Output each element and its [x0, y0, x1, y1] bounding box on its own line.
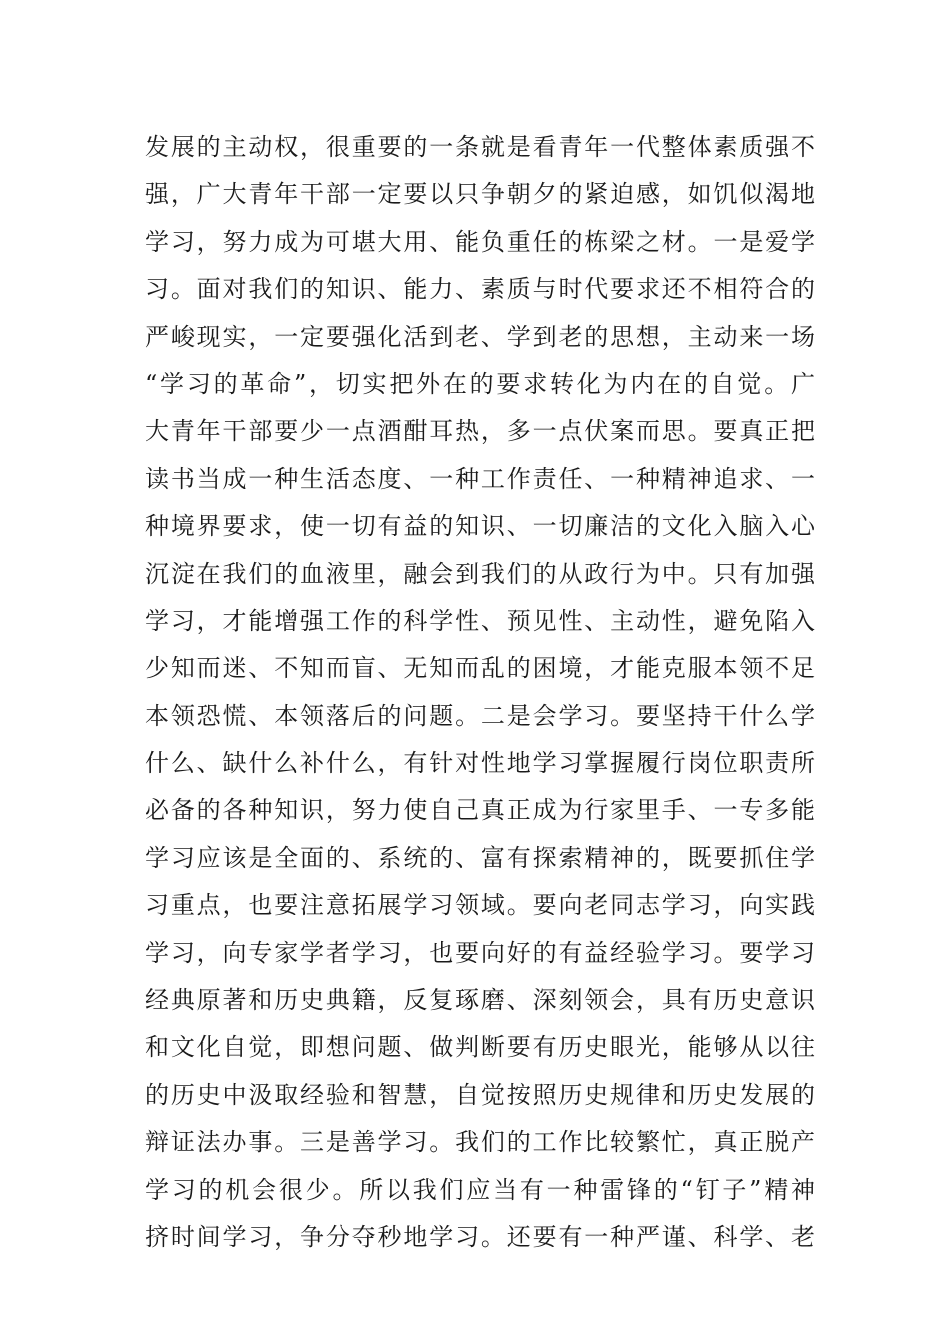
text-line: 读书当成一种生活态度、一种工作责任、一种精神追求、一: [145, 464, 815, 493]
text-line: 严峻现实，一定要强化活到老、学到老的思想，主动来一场: [145, 322, 815, 351]
text-line: 学习，向专家学者学习，也要向好的有益经验学习。要学习: [145, 938, 815, 967]
text-line: 少知而迷、不知而盲、无知而乱的困境，才能克服本领不足: [145, 654, 815, 683]
text-line: 发展的主动权，很重要的一条就是看青年一代整体素质强不: [145, 133, 815, 161]
text-line: 沉淀在我们的血液里，融会到我们的从政行为中。只有加强: [145, 559, 815, 588]
text-line: 必备的各种知识，努力使自己真正成为行家里手、一专多能: [145, 796, 815, 825]
text-line: 挤时间学习，争分夺秒地学习。还要有一种严谨、科学、老: [145, 1222, 815, 1251]
text-line: 习。面对我们的知识、能力、素质与时代要求还不相符合的: [145, 275, 815, 304]
text-line: 什么、缺什么补什么，有针对性地学习掌握履行岗位职责所: [145, 749, 815, 778]
text-line: 学习应该是全面的、系统的、富有探索精神的，既要抓住学: [145, 843, 815, 872]
text-line: “学习的革命”，切实把外在的要求转化为内在的自觉。广: [145, 369, 815, 398]
text-line: 本领恐慌、本领落后的问题。二是会学习。要坚持干什么学: [145, 701, 815, 730]
text-line: 辩证法办事。三是善学习。我们的工作比较繁忙，真正脱产: [145, 1128, 815, 1157]
text-line: 种境界要求，使一切有益的知识、一切廉洁的文化入脑入心: [145, 512, 815, 541]
text-line: 和文化自觉，即想问题、做判断要有历史眼光，能够从以往: [145, 1033, 815, 1062]
text-line: 大青年干部要少一点酒酣耳热，多一点伏案而思。要真正把: [145, 417, 815, 446]
text-line: 习重点，也要注意拓展学习领域。要向老同志学习，向实践: [145, 891, 815, 920]
text-line: 学习的机会很少。所以我们应当有一种雷锋的“钉子”精神: [145, 1175, 815, 1204]
text-line: 强，广大青年干部一定要以只争朝夕的紧迫感，如饥似渴地: [145, 180, 815, 209]
text-line: 学习，才能增强工作的科学性、预见性、主动性，避免陷入: [145, 606, 815, 635]
text-line: 经典原著和历史典籍，反复琢磨、深刻领会，具有历史意识: [145, 986, 815, 1015]
body-text: [145, 124, 815, 1261]
text-line: 学习，努力成为可堪大用、能负重任的栋梁之材。一是爱学: [145, 227, 815, 256]
text-line: 的历史中汲取经验和智慧，自觉按照历史规律和历史发展的: [145, 1080, 815, 1109]
